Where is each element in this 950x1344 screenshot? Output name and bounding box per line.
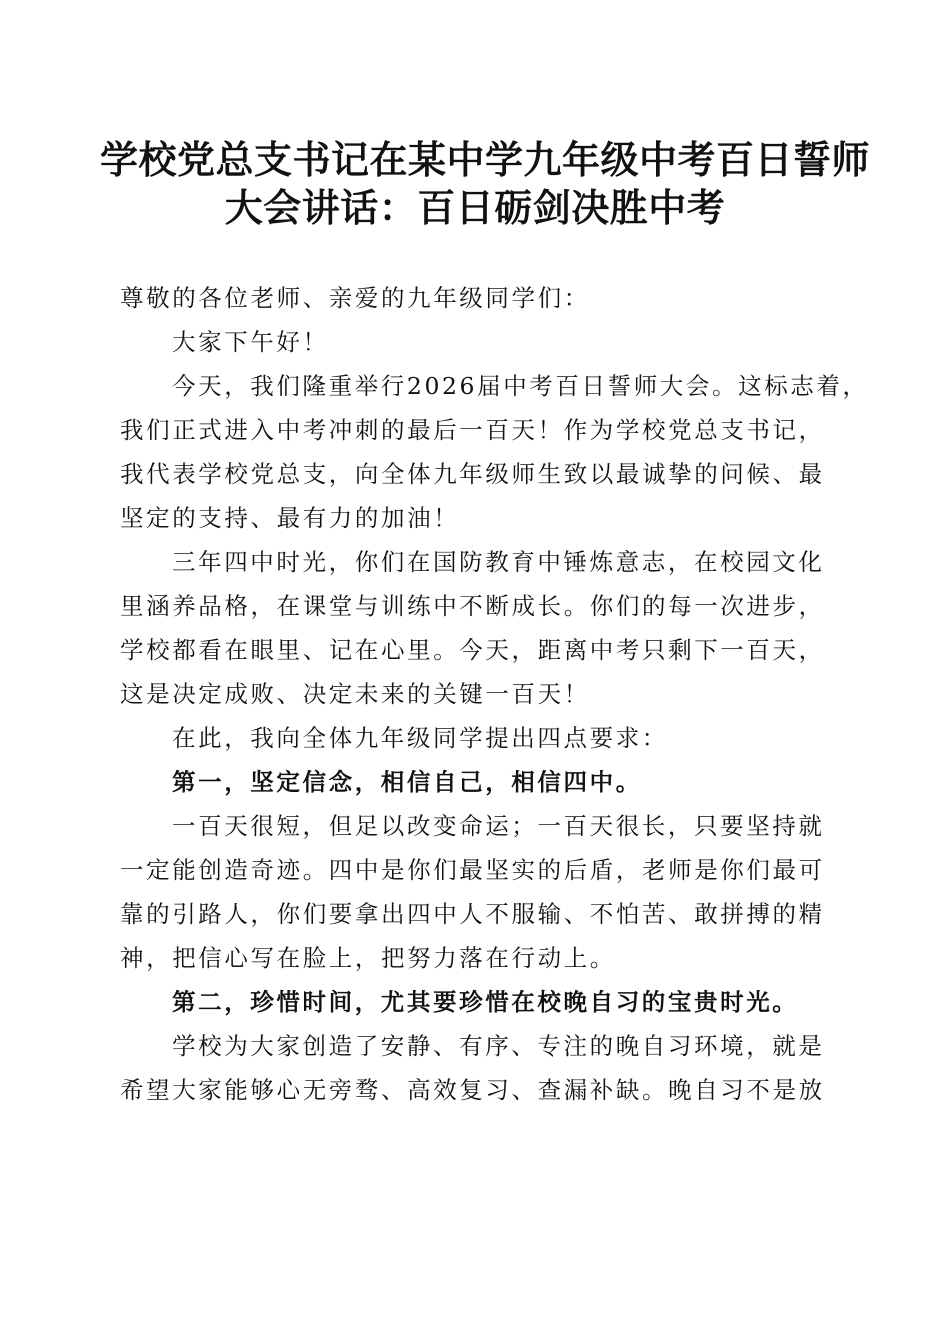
paragraph-line: 坚定的支持、最有力的加油！ [120, 504, 460, 532]
paragraph-line: 学校都看在眼里、记在心里。今天，距离中考只剩下一百天， [120, 636, 825, 664]
paragraph-line: 三年四中时光，你们在国防教育中锤炼意志，在校园文化 [172, 548, 825, 576]
paragraph-line: 这是决定成败、决定未来的关键一百天！ [120, 680, 590, 708]
paragraph-line: 里涵养品格，在课堂与训练中不断成长。你们的每一次进步， [120, 592, 825, 620]
paragraph-line: 靠的引路人，你们要拿出四中人不服输、不怕苦、敢拼搏的精 [120, 900, 825, 928]
paragraph-line: 神，把信心写在脸上，把努力落在行动上。 [120, 944, 616, 972]
document-body [120, 276, 869, 1112]
paragraph-line: 一百天很短，但足以改变命运；一百天很长，只要坚持就 [172, 812, 825, 840]
paragraph-line: 学校为大家创造了安静、有序、专注的晚自习环境，就是 [172, 1032, 825, 1060]
paragraph-line: 我代表学校党总支，向全体九年级师生致以最诚挚的问候、最 [120, 460, 825, 488]
paragraph-line: 我们正式进入中考冲刺的最后一百天！作为学校党总支书记， [120, 416, 825, 444]
section-heading-1: 第一，坚定信念，相信自己，相信四中。 [172, 768, 642, 796]
section-heading-2: 第二，珍惜时间，尤其要珍惜在校晚自习的宝贵时光。 [172, 988, 799, 1016]
paragraph-line: 在此，我向全体九年级同学提出四点要求： [172, 724, 668, 752]
paragraph-line: 今天，我们隆重举行2026届中考百日誓师大会。这标志着， [172, 372, 869, 400]
greeting: 大家下午好！ [172, 328, 329, 356]
paragraph-line: 希望大家能够心无旁骛、高效复习、查漏补缺。晚自习不是放 [120, 1076, 825, 1104]
title-line-2: 大会讲话：百日砺剑决胜中考 [224, 185, 726, 230]
paragraph-line: 一定能创造奇迹。四中是你们最坚实的后盾，老师是你们最可 [120, 856, 825, 884]
title-line-1: 学校党总支书记在某中学九年级中考百日誓师 [100, 137, 871, 182]
salutation: 尊敬的各位老师、亲爱的九年级同学们： [120, 284, 590, 312]
document-title [100, 136, 871, 232]
